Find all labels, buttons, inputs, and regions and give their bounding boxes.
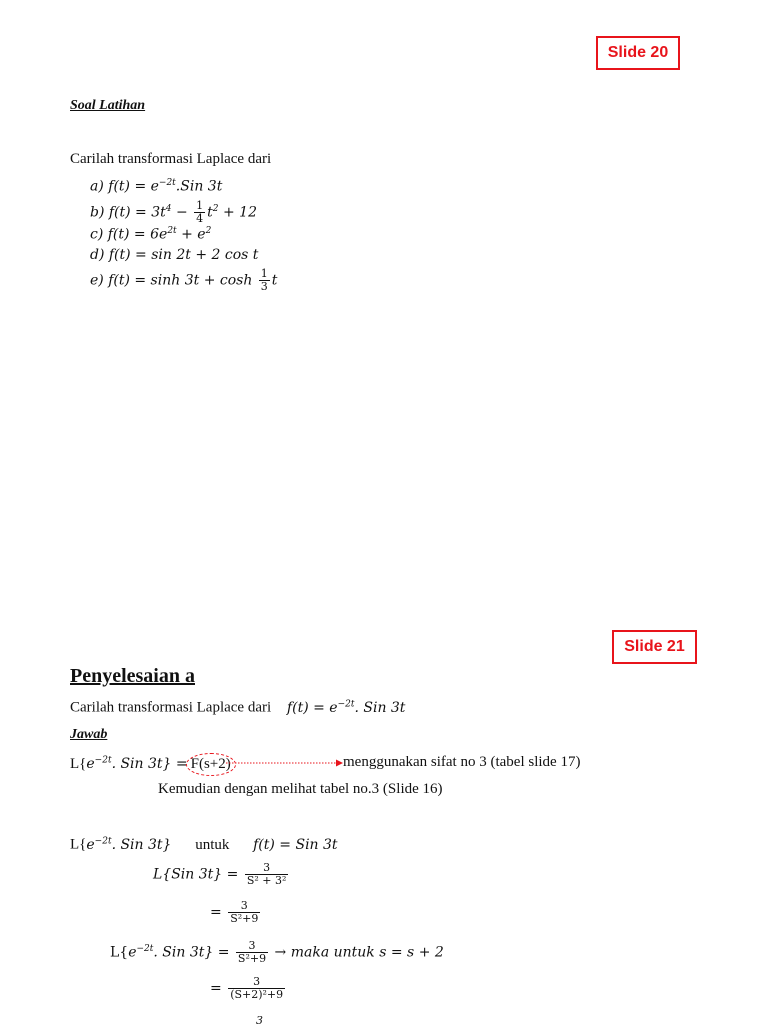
- dotted-arrow: [226, 758, 344, 768]
- slide21-intro: Carilah transformasi Laplace dari $f(t) = e^{-2t}$. Sin 3t: [70, 699, 406, 716]
- jawab-label: Jawab: [70, 727, 108, 742]
- slide-21-badge: Slide 21: [612, 630, 697, 664]
- equation-4: = $\frac{3}{\text{(S+2)²+9}}$: [210, 975, 284, 1001]
- f-s-plus-2-circled: F(s+2): [186, 753, 236, 776]
- exercise-a: a) $f(t) = e^{-2t}.Sin$ 3t: [90, 178, 223, 195]
- equation-3: $L\{e^{-2t}$. Sin 3t} = $\frac{3}{\text{S²+9}}$ → maka untuk s = s + 2: [110, 939, 444, 965]
- soal-latihan-heading: Soal Latihan: [70, 98, 146, 113]
- equation-2: = $\frac{3}{\text{S²+9}}$: [210, 899, 259, 925]
- equation-5-partial: 3: [256, 1014, 263, 1027]
- exercise-e: e) f(t) = sinh 3t + cosh $\frac{1}{3}$ t: [90, 267, 278, 293]
- solution-line-1: $L\{e^{-2t}$. Sin 3t} = F(s+2): [70, 753, 236, 776]
- exercise-b: b) $f(t) = 3t^4$ − $\frac{1}{4}$ $t^2 + 12$: [90, 199, 257, 225]
- equation-1: L{Sin 3t} = $\frac{3}{\text{S² + 3²}}$: [153, 861, 287, 887]
- penyelesaian-heading: Penyelesaian a: [70, 665, 195, 687]
- solution-line-2: Kemudian dengan melihat tabel no.3 (Slide 16): [158, 781, 443, 797]
- solution-line-3: $L\{e^{-2t}$. Sin 3t} untuk f(t) = Sin 3t: [70, 836, 338, 853]
- slide-20-badge: Slide 20: [596, 36, 680, 70]
- exercise-d: d) f(t) = sin 2t + 2 cos t: [90, 247, 259, 263]
- exercise-c: c) $f(t) = 6e^{2t} + e^2$: [90, 226, 212, 243]
- slide20-intro: Carilah transformasi Laplace dari: [70, 151, 272, 167]
- sifat-note: menggunakan sifat no 3 (tabel slide 17): [343, 754, 581, 770]
